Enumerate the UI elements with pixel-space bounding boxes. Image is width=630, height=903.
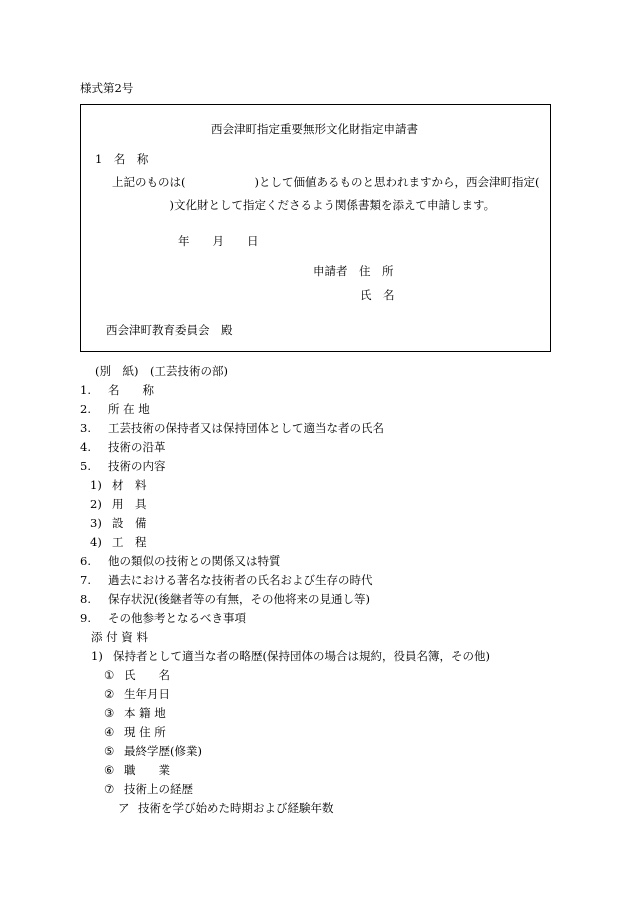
circled-item: ① 氏 名: [104, 668, 170, 682]
applicant-name-label: 氏 名: [360, 288, 395, 302]
circled-item: ⑥ 職 業: [104, 763, 170, 777]
form-addressee: 西会津町教育委員会 殿: [106, 323, 233, 337]
sub-list-item: 4) 工 程: [90, 535, 147, 549]
list-item: 5. 技術の内容: [80, 459, 166, 473]
form-number: 様式第2号: [80, 81, 134, 95]
kana-item: ア 技術を学び始めた時期および経験年数: [118, 801, 334, 815]
materials-heading: 添 付 資 料: [91, 630, 148, 644]
list-item: 9. その他参考となるべき事項: [80, 611, 246, 625]
list-item: 8. 保存状況(後継者等の有無，その他将来の見通し等): [80, 592, 370, 606]
sub-list-item: 3) 設 備: [90, 516, 147, 530]
attachment-heading: (別 紙) (工芸技術の部): [95, 364, 228, 378]
circled-item: ⑤ 最終学歴(修業): [104, 744, 202, 758]
form-body-line-1: 上記のものは( )として価値あるものと思われますから，西会津町指定(: [112, 175, 540, 189]
application-form-box: [80, 104, 551, 352]
list-item: 4. 技術の沿革: [80, 440, 166, 454]
circled-item: ③ 本 籍 地: [104, 706, 166, 720]
list-item: 1. 名 称: [80, 383, 154, 397]
sub-list-item: 2) 用 具: [90, 497, 147, 511]
form-title: 西会津町指定重要無形文化財指定申請書: [211, 122, 418, 136]
list-item: 3. 工芸技術の保持者又は保持団体として適当な者の氏名: [80, 421, 384, 435]
circled-item: ② 生年月日: [104, 687, 170, 701]
applicant-address-label: 申請者 住 所: [313, 264, 394, 278]
list-item: 6. 他の類似の技術との関係又は特質: [80, 554, 281, 568]
form-date-line: 年 月 日: [178, 234, 259, 248]
list-item: 2. 所 在 地: [80, 402, 150, 416]
materials-item: 1) 保持者として適当な者の略歴(保持団体の場合は規約，役員名簿，その他): [91, 649, 490, 663]
sub-list-item: 1) 材 料: [90, 478, 147, 492]
circled-item: ⑦ 技術上の経歴: [104, 782, 193, 796]
list-item: 7. 過去における著名な技術者の氏名および生存の時代: [80, 573, 373, 587]
circled-item: ④ 現 住 所: [104, 725, 166, 739]
form-body-line-2: )文化財として指定くださるよう関係書類を添えて申請します。: [112, 198, 496, 212]
form-item-name-label: 1 名 称: [95, 152, 149, 166]
